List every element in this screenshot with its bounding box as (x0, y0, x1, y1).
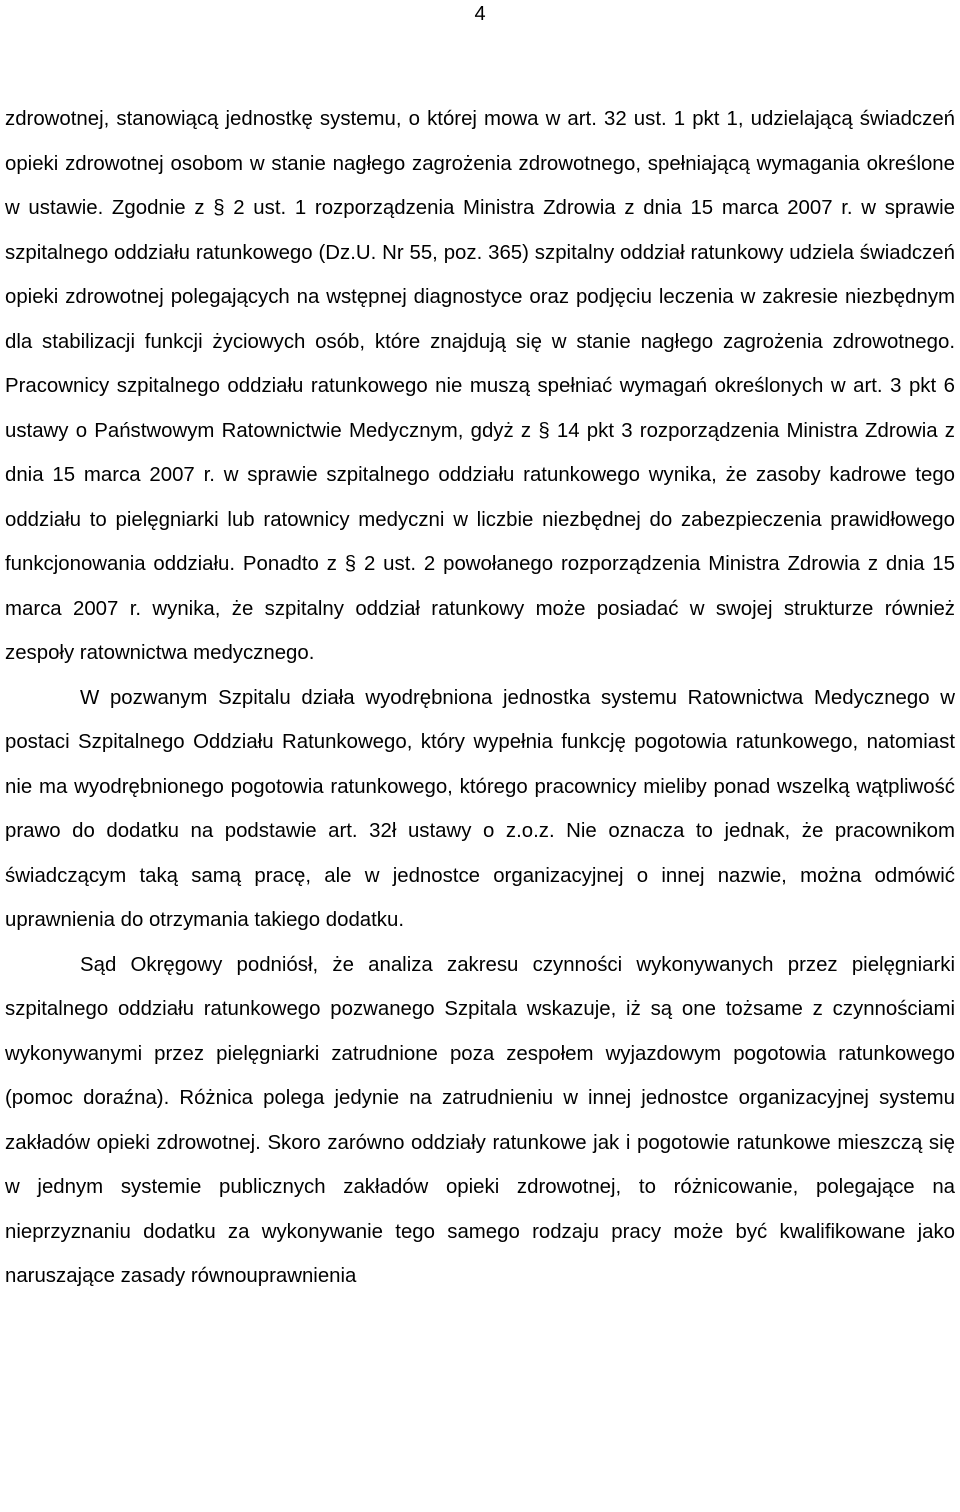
document-body (5, 97, 955, 1299)
paragraph-hospital-unit: W pozwanym Szpitalu działa wyodrębniona jednostka systemu Ratownictwa Medycznego w postaci Szpitalnego Oddziału Ratunkowego, który wypełnia funkcję pogotowia ratunkowego, natomiast nie ma wyodrębnionego pogotowia ratunkowego, którego pracownicy mieliby ponad wszelką wątpliwość prawo do dodatku na podstawie art. 32ł ustawy o z.o.z. Nie oznacza to jednak, że pracownikom świadczącym taką samą pracę, ale w jednostce organizacyjnej o innej nazwie, można odmówić uprawnienia do otrzymania takiego dodatku. (5, 686, 955, 931)
paragraph-continuation: zdrowotnej, stanowiącą jednostkę systemu, o której mowa w art. 32 ust. 1 pkt 1, udzielającą świadczeń opieki zdrowotnej osobom w stanie nagłego zagrożenia zdrowotnego, spełniającą wymagania określone w ustawie. Zgodnie z § 2 ust. 1 rozporządzenia Ministra Zdrowia z dnia 15 marca 2007 r. w sprawie szpitalnego oddziału ratunkowego (Dz.U. Nr 55, poz. 365) szpitalny oddział ratunkowy udziela świadczeń opieki zdrowotnej polegających na wstępnej diagnostyce oraz podjęciu leczenia w zakresie niezbędnym dla stabilizacji funkcji życiowych osób, które znajdują się w stanie nagłego zagrożenia zdrowotnego. Pracownicy szpitalnego oddziału ratunkowego nie muszą spełniać wymagań określonych w art. 3 pkt 6 ustawy o Państwowym Ratownictwie Medycznym, gdyż z § 14 pkt 3 rozporządzenia Ministra Zdrowia z dnia 15 marca 2007 r. w sprawie szpitalnego oddziału ratunkowego wynika, że zasoby kadrowe tego oddziału to pielęgniarki lub ratownicy medyczni w liczbie niezbędnej do zabezpieczenia prawidłowego funkcjonowania oddziału. Ponadto z § 2 ust. 2 powołanego rozporządzenia Ministra Zdrowia z dnia 15 marca 2007 r. wynika, że szpitalny oddział ratunkowy może posiadać w swojej strukturze również zespoły ratownictwa medycznego. (5, 108, 955, 664)
paragraph-court-finding: Sąd Okręgowy podniósł, że analiza zakresu czynności wykonywanych przez pielęgniarki szpitalnego oddziału ratunkowego pozwanego Szpitala wskazuje, iż są one tożsame z czynnościami wykonywanymi przez pielęgniarki zatrudnione poza zespołem wyjazdowym pogotowia ratunkowego (pomoc doraźna). Różnica polega jedynie na zatrudnieniu w innej jednostce organizacyjnej systemu zakładów opieki zdrowotnej. Skoro zarówno oddziały ratunkowe jak i pogotowie ratunkowe mieszczą się w jednym systemie publicznych zakładów opieki zdrowotnej, to różnicowanie, polegające na nieprzyznaniu dodatku za wykonywanie tego samego rodzaju pracy może być kwalifikowane jako naruszające zasady równouprawnienia (5, 953, 955, 1287)
page-number: 4 (474, 3, 486, 25)
